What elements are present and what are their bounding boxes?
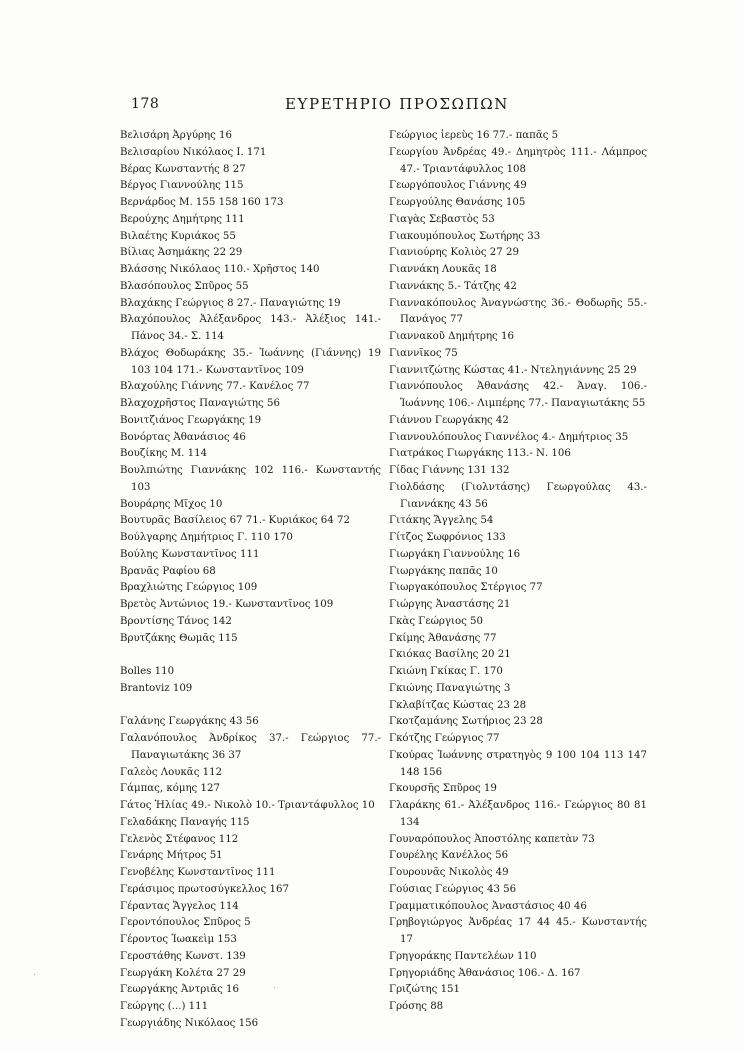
index-column-left [120, 128, 381, 1033]
index-entry: Βλάχος Θοδωράκης 35.- Ἰωάννης (Γιάννης) 19 103 104 171.- Κωνσταντῖνος 109 [120, 347, 381, 376]
index-entry: Γιωργάκη Γιαννούλης 16 [389, 548, 521, 560]
index-entry: Βελισάρη Ἀργύρης 16 [120, 130, 233, 141]
index-entry: Γιαννουλόπουλος Γιαννέλος 4.- Δημήτριος 35 [389, 431, 629, 443]
index-entry: Γεροντόπουλος Σπῦρος 5 [120, 917, 251, 929]
index-entry: Γιακουμόπουλος Σωτήρης 33 [389, 230, 541, 242]
index-entry: Γιολδάσης (Γιολντάσης) Γεωργούλας 43.- Γιαννάκης 43 56 [389, 481, 647, 510]
index-entry: Βιλαέτης Κυριάκος 55 [120, 230, 236, 242]
index-entry: Γραμματικόπουλος Ἀναστάσιος 40 46 [389, 900, 587, 912]
index-entry: Βουτυρᾶς Βασίλειος 67 71.- Κυριάκος 64 72 [120, 515, 350, 527]
index-entry: Βερνάρδος Μ. 155 158 160 173 [120, 197, 284, 208]
index-entry: Γρόσης 88 [389, 1001, 444, 1012]
index-entry: Γουρέλης Κανέλλος 56 [389, 850, 509, 862]
index-entry: Βλαχοχρῆστος Παναγιώτης 56 [120, 398, 280, 409]
page-number: 178 [131, 96, 160, 112]
index-entry: Bolles 110 [120, 666, 175, 677]
index-entry: Γεωργόπουλος Γιάννης 49 [389, 180, 527, 192]
scan-speck [274, 987, 275, 988]
index-entry: Βρετὸς Ἀντώνιος 19.- Κωνσταντῖνος 109 [120, 599, 334, 610]
index-entry: Βρανᾶς Ραφίου 68 [120, 565, 216, 577]
index-entry: Γκὰς Γεώργιος 50 [389, 615, 484, 627]
index-section-gap [131, 698, 381, 715]
index-entry: Γαλανόπουλος Ἀνδρίκος 37.- Γεώργιος 77.- Παναγιωτάκης 36 37 [120, 733, 381, 761]
index-entry: Γκίμης Ἀθανάσης 77 [389, 632, 497, 644]
index-entry: Γαλάνης Γεωργάκης 43 56 [120, 716, 259, 728]
index-entry: Γλαράκης 61.- Ἀλέξανδρος 116.- Γεώργιος 80 81 134 [389, 800, 647, 828]
index-entry: Γεωργάκης Ἀντριᾶς 16 [120, 984, 239, 996]
index-entry: Βρυτζάκης Θωμᾶς 115 [120, 632, 238, 644]
index-entry: Γκιόκας Βασίλης 20 21 [389, 649, 511, 661]
index-entry: Γελαδάκης Παναγής 115 [120, 816, 250, 828]
index-entry: Γαλεὸς Λουκᾶς 112 [120, 766, 223, 778]
index-entry: Γιαννιτζώτης Κώστας 41.- Ντεληγιάννης 25 29 [389, 364, 637, 376]
index-entry: Γκιώνη Γκίκας Γ. 170 [389, 666, 503, 677]
page-title: ΕΥΡΕΤΗΡΙΟ ΠΡΟΣΩΠΩΝ [285, 95, 510, 113]
index-entry: Βερούχης Δημήτρης 111 [120, 213, 245, 225]
index-entry: Γιαννακόπουλος Ἀναγνώστης 36.- Θοδωρῆς 55.- Πανάγος 77 [389, 297, 647, 326]
index-entry: Γεώργιος ἱερεὺς 16 77.- παπᾶς 5 [389, 130, 559, 141]
index-entry: Βέρας Κωνσταντής 8 27 [120, 163, 246, 175]
index-entry: Γιωργακόπουλος Στέργιος 77 [389, 582, 543, 594]
index-entry: Γκότζης Γεώργιος 77 [389, 733, 500, 744]
scan-speck [34, 974, 35, 975]
index-entry: Γεωργιάδης Νικόλαος 156 [120, 1017, 259, 1029]
index-entry: Γελενὸς Στέφανος 112 [120, 833, 239, 845]
index-entry: Γιαννακοῦ Δημήτρης 16 [389, 331, 514, 342]
index-entry: Γεροστάθης Κωνστ. 139 [120, 950, 246, 962]
index-entry: Βονόρτας Ἀθανάσιος 46 [120, 431, 246, 443]
index-entry: Γέραντας Ἄγγελος 114 [120, 900, 239, 912]
index-entry: Γενοβέλης Κωνσταντῖνος 111 [120, 867, 276, 878]
index-entry: Γιτάκης Ἄγγελης 54 [389, 515, 494, 527]
index-entry: Γκούρας Ἰωάννης στρατηγὸς 9 100 104 113 147 148 156 [389, 749, 647, 778]
index-entry: Βροντίσης Τάνος 142 [120, 615, 232, 627]
index-entry: Γίτζος Σωφρόνιος 133 [389, 532, 506, 543]
index-entry: Brantoviz 109 [120, 682, 193, 694]
index-entry: Γεωργάκη Κολέτα 27 29 [120, 967, 246, 979]
index-entry: Γιωργάκης παπᾶς 10 [389, 565, 498, 577]
index-entry: Γιαννάκη Λουκᾶς 18 [389, 264, 497, 275]
index-entry: Γεωργίου Ἀνδρέας 49.- Δημητρὸς 111.- Λάμπρος 47.- Τριαντάφυλλος 108 [389, 146, 647, 175]
index-entry: Βλαχάκης Γεώργιος 8 27.- Παναγιώτης 19 [120, 297, 341, 309]
index-entry: Βελισαρίου Νικόλαος Ι. 171 [120, 146, 267, 158]
index-entry: Βλαχόπουλος Ἀλέξανδρος 143.- Ἀλέξιος 141.- Πάνος 34.- Σ. 114 [120, 314, 381, 342]
index-entry: Βούλης Κωνσταντῖνος 111 [120, 548, 260, 560]
index-entry: Γεώργης (...) 111 [120, 1001, 209, 1012]
index-entry: Γιαννῖκος 75 [389, 347, 458, 359]
index-entry: Βλασόπουλος Σπῦρος 55 [120, 280, 249, 292]
index-entry: Γιαννάκης 5.- Τάτζης 42 [389, 280, 517, 292]
index-entry: Βουράρης Μῖχος 10 [120, 498, 223, 510]
index-entry: Γιώργης Ἀναστάσης 21 [389, 599, 511, 610]
index-entry: Βέργος Γιαννούλης 115 [120, 180, 244, 192]
index-entry: Βίλιας Ἀσημάκης 22 29 [120, 247, 243, 259]
index-entry: Γριζώτης 151 [389, 984, 461, 996]
index-entry: Βονιτζιάνος Γεωργάκης 19 [120, 414, 262, 426]
index-entry: Γεωργούλης Θανάσης 105 [389, 197, 526, 208]
index-entry: Γρηγοριάδης Ἀθανάσιος 106.- Δ. 167 [389, 967, 581, 979]
index-entry: Γάτος Ἠλίας 49.- Νικολὸ 10.- Τριαντάφυλλος 10 [120, 800, 375, 811]
index-entry: Γάμπας, κόμης 127 [120, 783, 220, 795]
index-entry: Γιανιούρης Κολιὸς 27 29 [389, 247, 519, 259]
index-entry: Γκιώνης Παναγιώτης 3 [389, 682, 511, 694]
index-entry: Γκλαβίτζας Κώστας 23 28 [389, 699, 527, 711]
index-entry: Γκοτζαμάνης Σωτήριος 23 28 [389, 716, 543, 728]
index-entry: Γουρουνᾶς Νικολὸς 49 [389, 867, 509, 878]
index-entry: Γκουρσῆς Σπῦρος 19 [389, 783, 497, 795]
index-entry: Γέροντος Ἰωακεὶμ 153 [120, 934, 237, 945]
index-entry: Γεράσιμος πρωτοσύγκελλος 167 [120, 883, 289, 895]
index-entry: Γίδας Γιάννης 131 132 [389, 465, 510, 476]
index-entry: Γιαγὰς Σεβαστὸς 53 [389, 213, 495, 225]
index-entry: Βουλπιώτης Γιαννάκης 102 116.- Κωνσταντής 103 [120, 465, 381, 493]
index-entry: Γιάννου Γεωργάκης 42 [389, 414, 509, 426]
index-entry: Γιαννόπουλος Ἀθανάσης 42.- Ἀναγ. 106.- Ἰωάννης 106.- Λιμπέρης 77.- Παναγιωτάκης 55 [389, 381, 647, 409]
index-entry: Γιατράκος Γιωργάκης 113.- Ν. 106 [389, 448, 571, 460]
index-entry: Βλάσσης Νικόλαος 110.- Χρῆστος 140 [120, 264, 320, 275]
index-entry: Βραχλιώτης Γεώργιος 109 [120, 582, 258, 594]
index-entry: Γρηβογιώργος Ἀνδρέας 17 44 45.- Κωνσταντής 17 [389, 917, 647, 945]
index-entry: Βούλγαρης Δημήτριος Γ. 110 170 [120, 532, 293, 543]
index-entry: Γουναρόπουλος Ἀποστόλης καπετὰν 73 [389, 833, 595, 845]
index-entry: Βλαχούλης Γιάννης 77.- Κανέλος 77 [120, 381, 310, 393]
index-entry: Βουζίκης Μ. 114 [120, 448, 208, 460]
index-section-gap [131, 647, 381, 664]
index-entry: Γρηγοράκης Παντελέων 110 [389, 950, 537, 962]
index-entry: Γενάρης Μήτρος 51 [120, 850, 223, 862]
index-column-right [389, 128, 647, 1016]
index-entry: Γούσιας Γεώργιος 43 56 [389, 883, 517, 895]
